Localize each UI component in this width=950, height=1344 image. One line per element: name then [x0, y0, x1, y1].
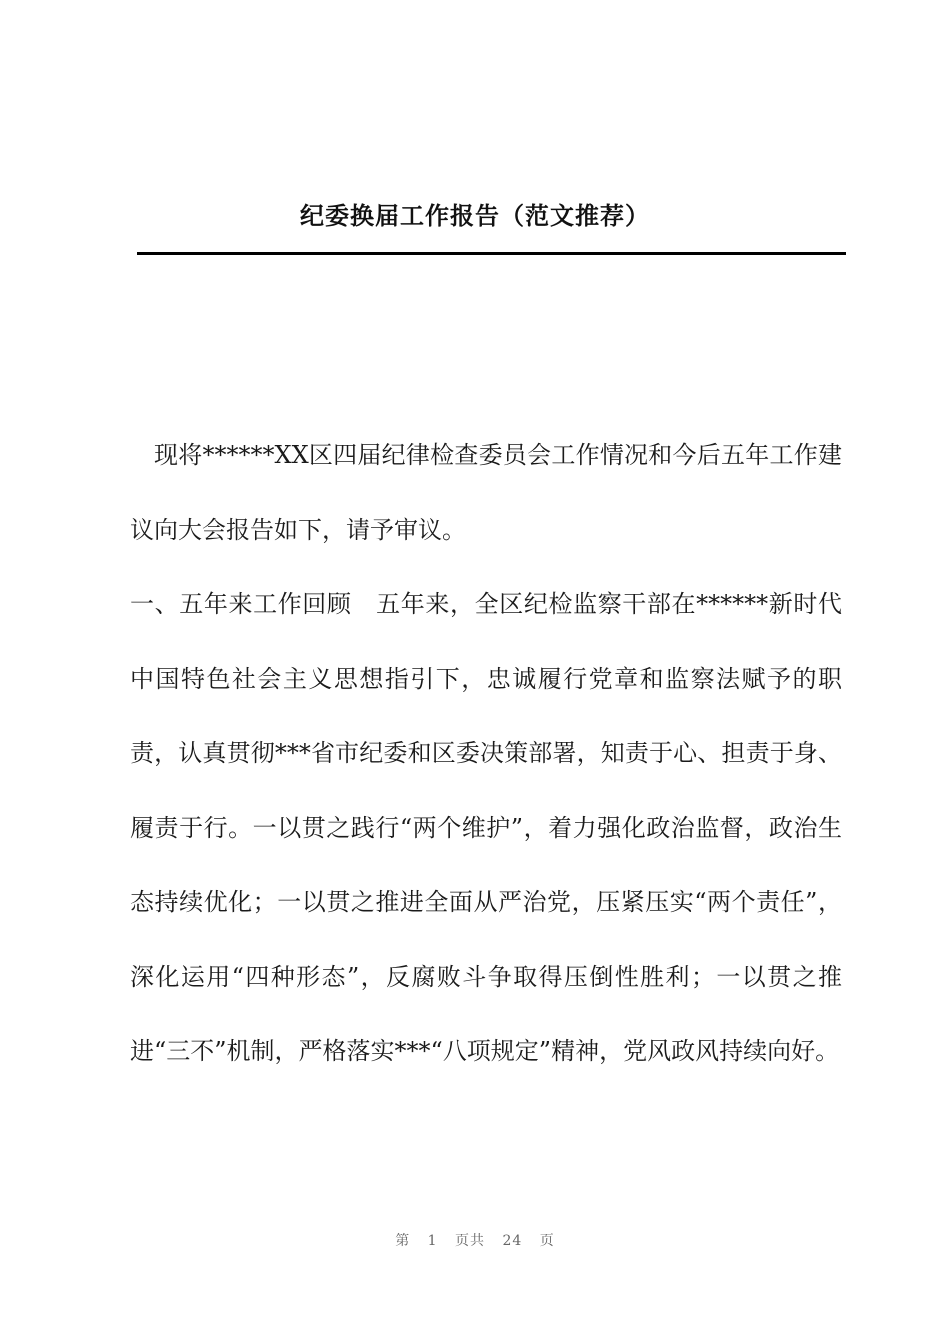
page-footer: 第 1 页共 24 页 [395, 1233, 555, 1249]
paragraph-intro: 现将******XX区四届纪律检查委员会工作情况和今后五年工作建议向大会报告如下，请予审议。 [130, 441, 842, 544]
document-body [130, 418, 842, 1089]
paragraph-review: 一、五年来工作回顾 五年来，全区纪检监察干部在******新时代中国特色社会主义思想指引下，忠诚履行党章和监察法赋予的职责，认真贯彻***省市纪委和区委决策部署，知责于心、担责于身、履责于行。一以贯之践行“两个维护”，着力强化政治监督，政治生态持续优化；一以贯之推进全面从严治党，压紧压实“两个责任”，深化运用“四种形态”，反腐败斗争取得压倒性胜利；一以贯之推进“三不”机制，严格落实***“八项规定”精神，党风政风持续向好。 [130, 590, 842, 1065]
document-title: 纪委换届工作报告（范文推荐） [300, 201, 650, 230]
title-divider [137, 252, 846, 255]
